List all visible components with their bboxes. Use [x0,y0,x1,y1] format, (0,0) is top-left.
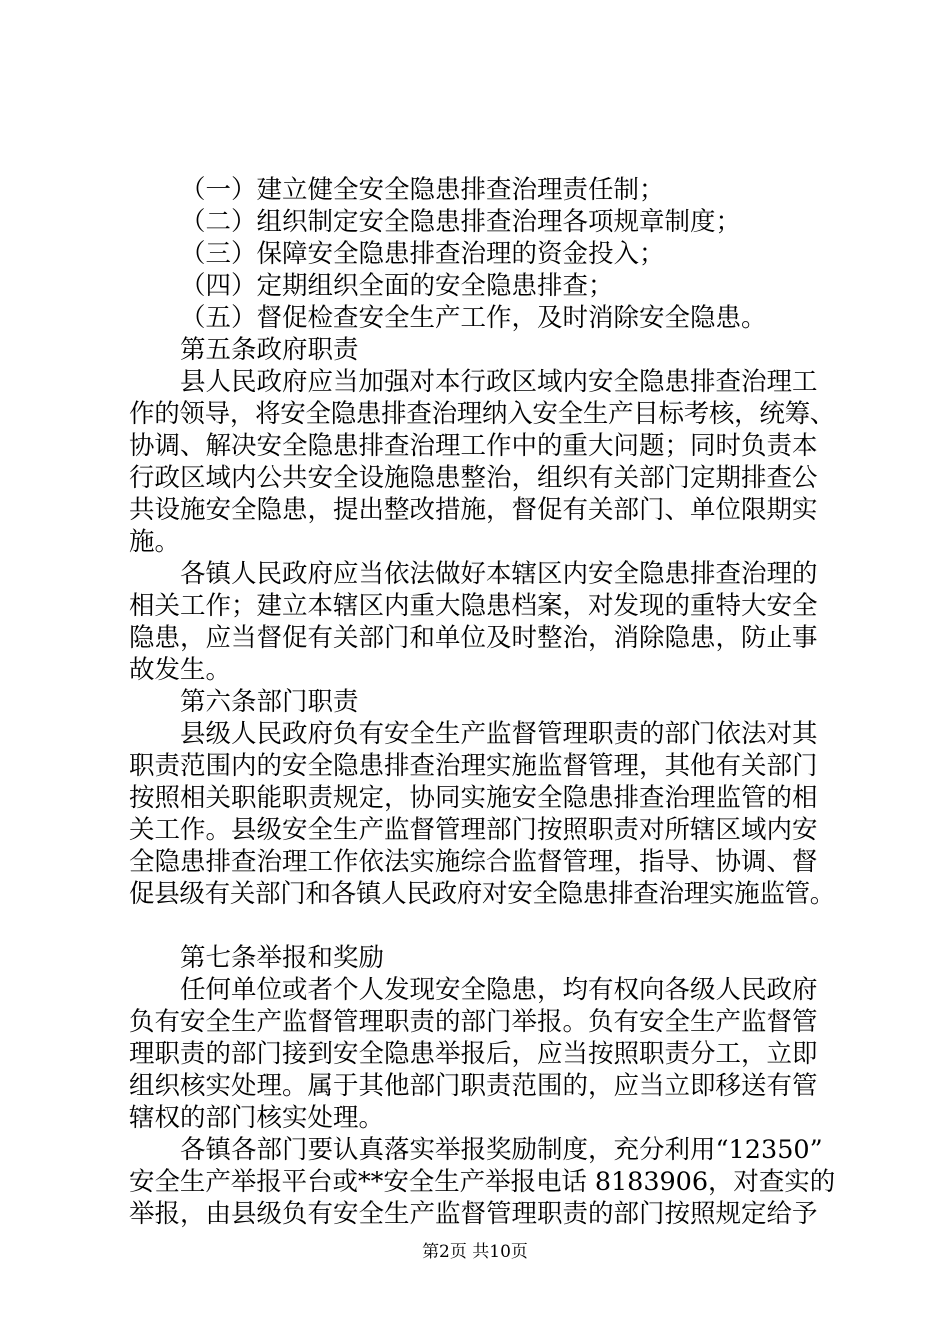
list-item-4: （四）定期组织全面的安全隐患排查； [180,271,614,301]
paragraph-line: 按照相关职能职责规定，协同实施安全隐患排查治理监管的相 [129,783,818,813]
paragraph-line: 行政区域内公共安全设施隐患整治，组织有关部门定期排查公 [129,463,818,493]
paragraph-line: 共设施安全隐患，提出整改措施，督促有关部门、单位限期实 [129,495,818,525]
list-item-2: （二）组织制定安全隐患排查治理各项规章制度； [180,207,742,237]
page-number-footer: 第2页 共10页 [422,1242,528,1262]
paragraph-line: 任何单位或者个人发现安全隐患，均有权向各级人民政府 [180,975,818,1005]
section-heading-article-5: 第五条政府职责 [180,335,359,365]
paragraph-line: 协调、解决安全隐患排查治理工作中的重大问题；同时负责本 [129,431,818,461]
paragraph-line: 理职责的部门接到安全隐患举报后，应当按照职责分工，立即 [129,1039,818,1069]
list-item-1: （一）建立健全安全隐患排查治理责任制； [180,175,665,205]
paragraph-line: 隐患，应当督促有关部门和单位及时整治，消除隐患，防止事 [129,623,818,653]
paragraph-line: 各镇人民政府应当依法做好本辖区内安全隐患排查治理的 [180,559,818,589]
paragraph-line: 相关工作；建立本辖区内重大隐患档案，对发现的重特大安全 [129,591,818,621]
paragraph-line: 促县级有关部门和各镇人民政府对安全隐患排查治理实施监管。 [129,879,836,909]
paragraph-line: 负有安全生产监督管理职责的部门举报。负有安全生产监督管 [129,1007,818,1037]
list-item-5: （五）督促检查安全生产工作，及时消除安全隐患。 [180,303,767,333]
section-heading-article-7: 第七条举报和奖励 [180,943,385,973]
paragraph-line: 辖权的部门核实处理。 [129,1103,385,1133]
paragraph-line: 县级人民政府负有安全生产监督管理职责的部门依法对其 [180,719,818,749]
paragraph-line: 安全生产举报平台或**安全生产举报电话 8183906，对查实的 [129,1167,836,1197]
paragraph-line: 施。 [129,527,181,557]
paragraph-line: 关工作。县级安全生产监督管理部门按照职责对所辖区域内安 [129,815,818,845]
list-item-3: （三）保障安全隐患排查治理的资金投入； [180,239,665,269]
paragraph-line: 故发生。 [129,655,232,685]
paragraph-line: 全隐患排查治理工作依法实施综合监督管理，指导、协调、督 [129,847,818,877]
paragraph-line: 组织核实处理。属于其他部门职责范围的，应当立即移送有管 [129,1071,818,1101]
paragraph-line: 举报，由县级负有安全生产监督管理职责的部门按照规定给予 [129,1199,818,1229]
paragraph-line: 职责范围内的安全隐患排查治理实施监督管理，其他有关部门 [129,751,818,781]
section-heading-article-6: 第六条部门职责 [180,687,359,717]
paragraph-line: 作的领导，将安全隐患排查治理纳入安全生产目标考核，统筹、 [129,399,836,429]
paragraph-line: 各镇各部门要认真落实举报奖励制度，充分利用“12350” [180,1135,823,1165]
paragraph-line: 县人民政府应当加强对本行政区域内安全隐患排查治理工 [180,367,818,397]
